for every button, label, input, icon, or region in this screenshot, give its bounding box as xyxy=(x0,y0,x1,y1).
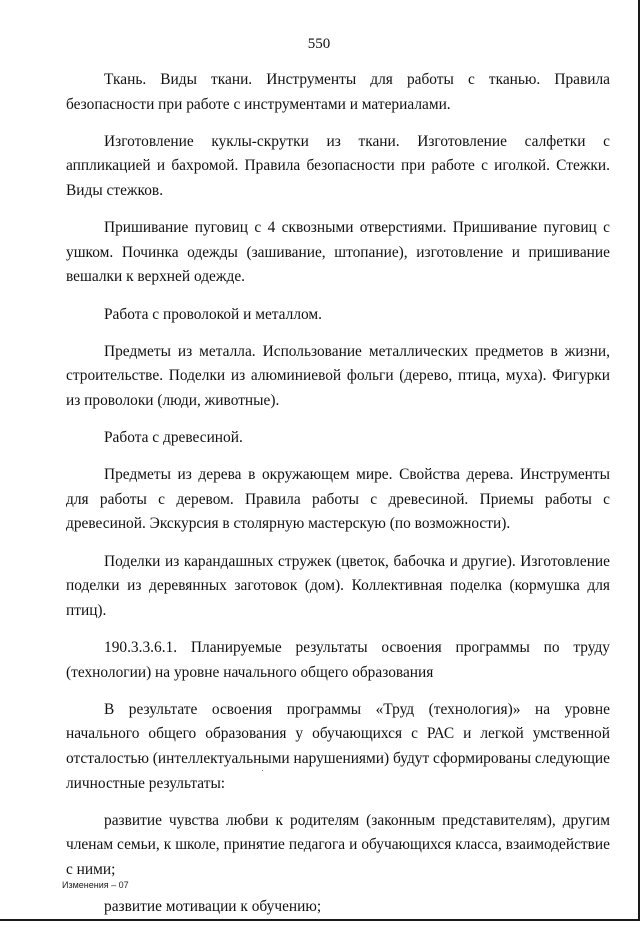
revision-footer: Изменения – 07 xyxy=(62,880,129,890)
list-item: развитие мотивации к обучению; xyxy=(104,898,322,916)
section-heading: Работа с древесиной. xyxy=(104,429,243,447)
page-body xyxy=(66,68,610,932)
clause-heading: 190.3.3.6.1. Планируемые результаты освоения программы по труду (технологии) на уровне начального общего образования xyxy=(66,639,610,681)
list-item: развитие чувства любви к родителям (законным представителям), другим членам семьи, к школе, принятие педагога и обучающихся класса, взаимодействие с ними; xyxy=(66,811,610,878)
paragraph: Пришивание пуговиц с 4 сквозными отверстиями. Пришивание пуговиц с ушком. Починка одежды (зашивание, штопание), изготовление и пришивание вешалки к верхней одежде. xyxy=(66,219,610,286)
section-heading: Работа с проволокой и металлом. xyxy=(104,305,323,323)
page-number: 550 xyxy=(307,36,331,52)
paragraph: Ткань. Виды ткани. Инструменты для работы с тканью. Правила безопасности при работе с инструментами и материалами. xyxy=(66,71,610,113)
scan-speck xyxy=(262,770,263,771)
paragraph: Изготовление куклы-скрутки из ткани. Изготовление салфетки с аппликацией и бахромой. Правила безопасности при работе с иголкой. Стежки. Виды стежков. xyxy=(66,132,610,199)
paragraph: Поделки из карандашных стружек (цветок, бабочка и другие). Изготовление поделки из деревянных заготовок (дом). Коллективная поделка (кормушка для птиц). xyxy=(66,552,610,619)
paragraph: Предметы из металла. Использование металлических предметов в жизни, строительстве. Поделки из алюминиевой фольги (дерево, птица, муха). Фигурки из проволоки (люди, животные). xyxy=(66,342,610,409)
paragraph: Предметы из дерева в окружающем мире. Свойства дерева. Инструменты для работы с деревом. Правила работы с древесиной. Приемы работы с древесиной. Экскурсия в столярную мастерскую (по возможности). xyxy=(66,466,610,533)
paragraph: В результате освоения программы «Труд (технология)» на уровне начального общего образования у обучающихся с РАС и легкой умственной отсталостью (интеллектуальными нарушениями) будут сформированы следующие личностные результаты: xyxy=(66,700,610,792)
